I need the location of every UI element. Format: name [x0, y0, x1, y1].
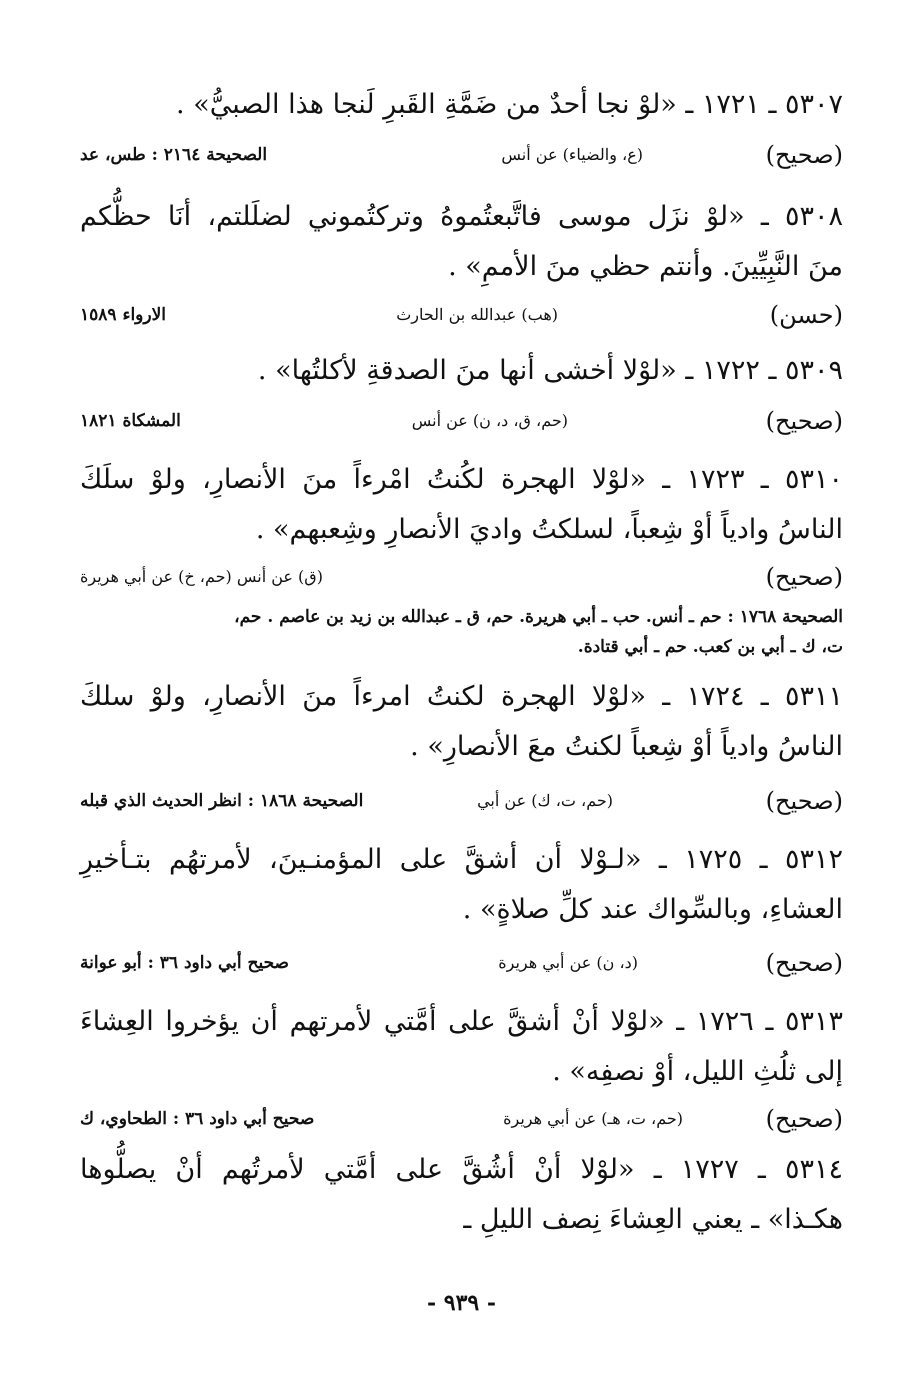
hadith-entry [80, 80, 843, 130]
reference-note-line: ت، ك ـ أبي بن كعب. حم ـ أبي قتادة. [577, 637, 843, 657]
hadith-entry [80, 346, 843, 396]
hadith-entry [80, 455, 843, 555]
hadith-entry [80, 835, 843, 935]
hadith-text-line: ٥٣٠٨ ـ «لوْ نزَل موسى فاتَّبعتُموهُ وتركتُموني لضلَلتم، أنَا حظُّكم [80, 201, 843, 232]
page-number: - ٩٣٩ - [426, 1290, 497, 1316]
reference-label: الصحيحة ٢١٦٤ : طس، عد [80, 145, 268, 165]
hadith-text-line: الناسُ وادياً أوْ شِعباً، لسلكتُ واديَ الأنصارِ وشِعبهم» . [255, 514, 843, 545]
hadith-text-line: ٥٣١٠ ـ ١٧٢٣ ـ «لوْلا الهجرة لكُنتُ امْرءاً منَ الأنصارِ، ولوْ سلَكَ [80, 464, 843, 495]
hadith-entry [80, 192, 843, 292]
hadith-meta [80, 946, 843, 980]
source-label: (حم، ت، هـ) عن أبي هريرة [503, 1109, 683, 1128]
source-label: (ع، والضياء) عن أنس [501, 145, 643, 164]
grade-label: (صحيح) [765, 787, 843, 815]
grade-label: (صحيح) [765, 563, 843, 591]
hadith-text-line: ٥٣١٢ ـ ١٧٢٥ ـ «لـوْلا أن أشقَّ على المؤمنـينَ، لأمرتهُم بتـأخيرِ [80, 844, 843, 875]
hadith-meta [80, 298, 843, 332]
hadith-text-line: ٥٣٠٧ ـ ١٧٢١ ـ «لوْ نجا أحدٌ من ضَمَّةِ القَبرِ لَنجا هذا الصبيُّ» . [176, 89, 843, 120]
source-label: (ق) عن أنس (حم، خ) عن أبي هريرة [80, 567, 323, 586]
grade-label: (صحيح) [765, 1105, 843, 1133]
reference-label: المشكاة ١٨٢١ [80, 411, 181, 431]
hadith-entry [80, 997, 843, 1097]
hadith-text-line: هكـذا» ـ يعني العِشاءَ نِصف الليلِ ـ [463, 1204, 843, 1235]
hadith-meta [80, 784, 843, 818]
hadith-text-line: ٥٣٠٩ ـ ١٧٢٢ ـ «لوْلا أخشى أنها منَ الصدقةِ لأكلتُها» . [257, 355, 843, 386]
source-label: (حم، ق، د، ن) عن أنس [411, 411, 568, 430]
reference-label: صحيح أبي داود ٣٦ : الطحاوي، ك [80, 1109, 315, 1129]
hadith-text-line: ٥٣١٤ ـ ١٧٢٧ ـ «لوْلا أنْ أشُقَّ على أمَّتي لأمرتُهم أنْ يصلُّوها [80, 1154, 843, 1185]
reference-label: الارواء ١٥٨٩ [80, 305, 167, 325]
source-label: (حم، ت، ك) عن أبي [477, 791, 613, 810]
reference-note-line: الصحيحة ١٧٦٨ : حم ـ أنس. حب ـ أبي هريرة. حم، ق ـ عبدالله بن زيد بن عاصم . حم، [234, 607, 843, 627]
hadith-text-line: إلى ثلُثِ الليل، أوْ نصفِه» . [552, 1056, 843, 1087]
hadith-text-line: ٥٣١٣ ـ ١٧٢٦ ـ «لوْلا أنْ أشقَّ على أمَّتي لأمرتهم أن يؤخروا العِشاءَ [80, 1006, 843, 1037]
source-label: (هب) عبدالله بن الحارث [396, 305, 558, 324]
hadith-meta [80, 1102, 843, 1136]
reference-label: الصحيحة ١٨٦٨ : انظر الحديث الذي قبله [80, 791, 364, 811]
hadith-entry [80, 672, 843, 772]
grade-label: (صحيح) [765, 407, 843, 435]
grade-label: (صحيح) [765, 141, 843, 169]
hadith-meta [80, 560, 843, 594]
hadith-text-line: الناسُ وادياً أوْ شِعباً لكنتُ معَ الأنصارِ» . [410, 731, 843, 762]
reference-label: صحيح أبي داود ٣٦ : أبو عوانة [80, 953, 289, 973]
hadith-meta [80, 138, 843, 172]
hadith-meta [80, 404, 843, 438]
hadith-entry [80, 1145, 843, 1245]
reference-note [80, 602, 843, 662]
hadith-text-line: ٥٣١١ ـ ١٧٢٤ ـ «لوْلا الهجرة لكنتُ امرءاً منَ الأنصارِ، ولوْ سلكَ [80, 681, 843, 712]
hadith-text-line: منَ النَّبِيِّينَ. وأنتم حظي منَ الأممِ» . [448, 251, 843, 282]
hadith-text-line: العشاءِ، وبالسِّواك عند كلِّ صلاةٍ» . [462, 894, 843, 925]
grade-label: (حسن) [769, 301, 843, 329]
source-label: (د، ن) عن أبي هريرة [498, 953, 638, 972]
grade-label: (صحيح) [765, 949, 843, 977]
